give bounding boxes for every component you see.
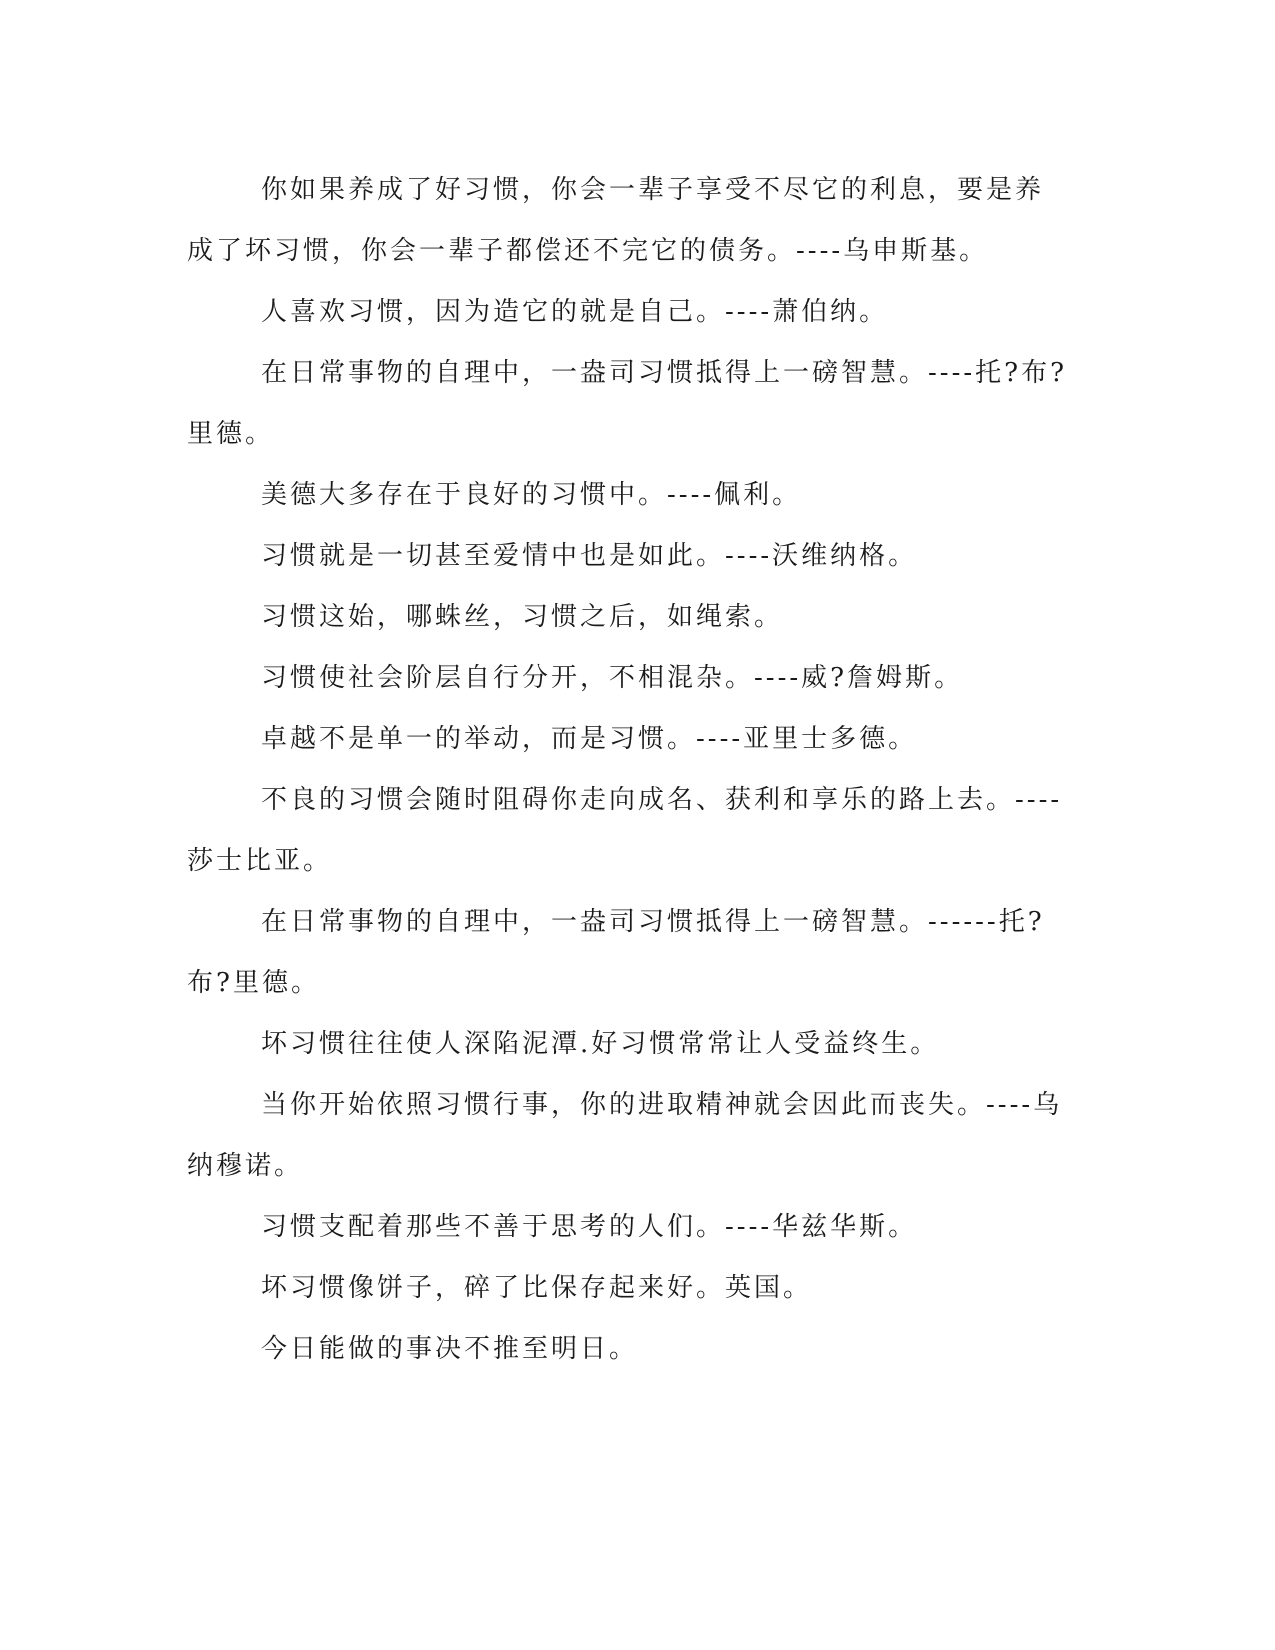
quote-paragraph-1: 你如果养成了好习惯，你会一辈子享受不尽它的利息，要是养成了坏习惯，你会一辈子都偿还不完它的债务。----乌申斯基。: [187, 175, 1045, 266]
quote-paragraph-11: 坏习惯往往使人深陷泥潭.好习惯常常让人受益终生。: [261, 1029, 940, 1059]
document-body: [187, 160, 1072, 1380]
quote-paragraph-15: 今日能做的事决不推至明日。: [261, 1334, 639, 1364]
quote-paragraph-2: 人喜欢习惯，因为造它的就是自己。----萧伯纳。: [261, 297, 889, 327]
quote-paragraph-9: 不良的习惯会随时阻碍你走向成名、获利和享乐的路上去。----莎士比亚。: [187, 785, 1063, 876]
quote-paragraph-4: 美德大多存在于良好的习惯中。----佩利。: [261, 480, 802, 510]
quote-paragraph-7: 习惯使社会阶层自行分开，不相混杂。----威?詹姆斯。: [261, 663, 964, 693]
quote-paragraph-12: 当你开始依照习惯行事，你的进取精神就会因此而丧失。----乌纳穆诺。: [187, 1090, 1063, 1181]
quote-paragraph-5: 习惯就是一切甚至爱情中也是如此。----沃维纳格。: [261, 541, 918, 571]
quote-paragraph-6: 习惯这始，哪蛛丝，习惯之后，如绳索。: [261, 602, 784, 632]
quote-paragraph-10: 在日常事物的自理中，一盎司习惯抵得上一磅智慧。------托?布?里德。: [187, 907, 1045, 998]
quote-paragraph-3: 在日常事物的自理中，一盎司习惯抵得上一磅智慧。----托?布?里德。: [187, 358, 1068, 449]
quote-paragraph-13: 习惯支配着那些不善于思考的人们。----华兹华斯。: [261, 1212, 918, 1242]
quote-paragraph-8: 卓越不是单一的举动，而是习惯。----亚里士多德。: [261, 724, 918, 754]
quote-paragraph-14: 坏习惯像饼子，碎了比保存起来好。英国。: [261, 1273, 813, 1303]
